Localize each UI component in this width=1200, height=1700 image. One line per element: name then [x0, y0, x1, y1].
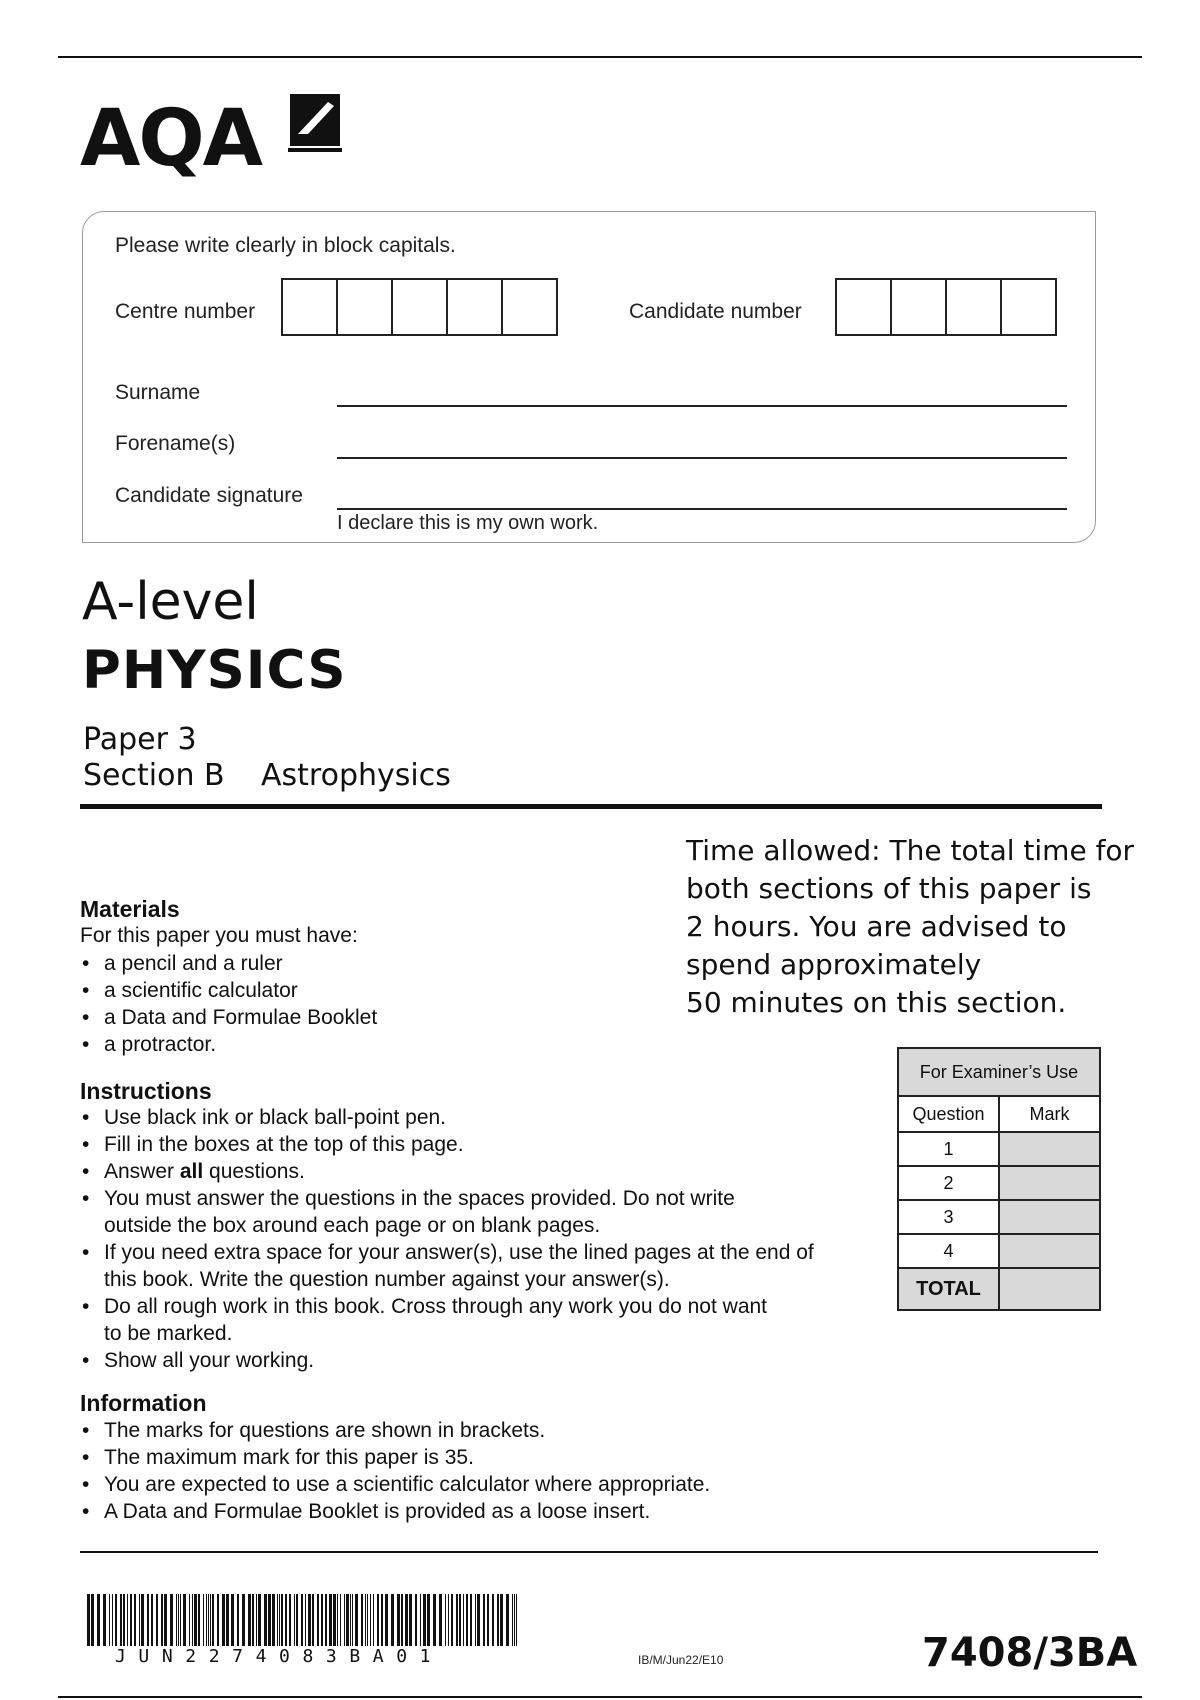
time-allowed: [686, 832, 1135, 1022]
barcode-bar: [141, 1594, 144, 1646]
question-number: 1: [898, 1132, 999, 1166]
mark-cell: [999, 1234, 1100, 1268]
barcode-bar: [176, 1594, 177, 1646]
barcode-bar: [355, 1594, 358, 1646]
topic-label: Astrophysics: [261, 758, 451, 793]
list-item: • The maximum mark for this paper is 35.: [80, 1444, 710, 1471]
barcode-bar: [139, 1594, 140, 1646]
barcode-bar: [91, 1594, 94, 1646]
barcode-bar: [409, 1594, 412, 1646]
surname-label: Surname: [115, 381, 201, 404]
barcode-bar: [268, 1594, 271, 1646]
barcode-bar: [279, 1594, 280, 1646]
barcode-bar: [463, 1594, 464, 1646]
candidate-digit-box[interactable]: [890, 278, 947, 336]
barcode-bar: [367, 1594, 368, 1646]
barcode-bar: [206, 1594, 207, 1646]
paper-code: 7408/3BA: [922, 1630, 1138, 1676]
logo-text: AQA: [80, 94, 262, 184]
barcode-bar: [183, 1594, 186, 1646]
barcode-bar: [500, 1594, 503, 1646]
barcode-bar: [377, 1594, 379, 1646]
instructions-list: [80, 1104, 814, 1374]
barcode-bar: [222, 1594, 225, 1646]
candidate-digit-box[interactable]: [945, 278, 1002, 336]
barcode-bar: [466, 1594, 468, 1646]
centre-digit-box[interactable]: [391, 278, 448, 336]
list-item: • Use black ink or black ball-point pen.: [80, 1104, 814, 1131]
total-mark-cell: [999, 1268, 1100, 1310]
candidate-number-label: Candidate number: [629, 300, 802, 323]
information-list: [80, 1417, 710, 1525]
time-line: spend approximately: [686, 948, 982, 981]
list-item: • You must answer the questions in the spaces provided. Do not write: [80, 1185, 814, 1212]
materials-list: [80, 950, 377, 1058]
title-rule: [80, 804, 1102, 809]
paper-number: Paper 3: [83, 722, 197, 757]
barcode-bar: [203, 1594, 204, 1646]
barcode-bar: [492, 1594, 494, 1646]
barcode-bar: [470, 1594, 472, 1646]
list-item: • a Data and Formulae Booklet: [80, 1004, 377, 1031]
barcode-bar: [112, 1594, 113, 1646]
barcode-bar: [180, 1594, 181, 1646]
candidate-details-box: [82, 211, 1096, 543]
barcode-bar: [305, 1594, 306, 1646]
list-item: • Show all your working.: [80, 1347, 814, 1374]
list-item: • Fill in the boxes at the top of this page.: [80, 1131, 814, 1158]
barcode-bar: [514, 1594, 515, 1646]
barcode-bar: [381, 1594, 383, 1646]
barcode-bar: [312, 1594, 314, 1646]
total-label: TOTAL: [898, 1268, 999, 1310]
time-line: 2 hours. You are advised to: [686, 910, 1067, 943]
barcode-bar: [217, 1594, 219, 1646]
mark-cell: [999, 1132, 1100, 1166]
barcode-bar: [242, 1594, 245, 1646]
barcode-bar: [420, 1594, 421, 1646]
bottom-rule: [58, 1696, 1142, 1698]
barcode-bar: [329, 1594, 332, 1646]
barcode-bar: [226, 1594, 229, 1646]
barcode-bar: [325, 1594, 327, 1646]
barcode-bar: [272, 1594, 275, 1646]
emphasis-text: all: [179, 1160, 204, 1183]
list-item: • If you need extra space for your answer(s), use the lined pages at the end of: [80, 1239, 814, 1266]
barcode-bar: [212, 1594, 214, 1646]
forenames-label: Forename(s): [115, 432, 236, 455]
barcode-bar: [285, 1594, 287, 1646]
barcode-bar: [352, 1594, 353, 1646]
barcode-bar: [391, 1594, 394, 1646]
barcode-bar: [170, 1594, 173, 1646]
barcode-bar: [294, 1594, 295, 1646]
barcode-text: JUN2274083BA01: [115, 1646, 444, 1667]
barcode-bar: [344, 1594, 345, 1646]
subject-title: PHYSICS: [82, 640, 347, 701]
signature-label: Candidate signature: [115, 484, 303, 507]
materials-heading: Materials: [80, 896, 180, 922]
barcode-bar: [512, 1594, 513, 1646]
barcode-bar: [433, 1594, 436, 1646]
barcode-bar: [127, 1594, 128, 1646]
forenames-field[interactable]: [337, 457, 1067, 459]
list-item-continuation: to be marked.: [104, 1322, 233, 1345]
question-column-header: Question: [898, 1096, 999, 1132]
list-item: [80, 1158, 814, 1185]
declaration-text: I declare this is my own work.: [337, 512, 599, 534]
barcode-bar: [475, 1594, 476, 1646]
time-line: 50 minutes on this section.: [686, 986, 1067, 1019]
barcode-bar: [397, 1594, 400, 1646]
answer-all-text: Answer all questions.: [104, 1160, 305, 1183]
barcode-bar: [252, 1594, 254, 1646]
barcode-bar: [317, 1594, 319, 1646]
list-item-continuation: outside the box around each page or on blank pages.: [104, 1214, 601, 1237]
centre-number-field[interactable]: [281, 278, 556, 336]
barcode-bar: [120, 1594, 122, 1646]
list-item: • A Data and Formulae Booklet is provided as a loose insert.: [80, 1498, 710, 1525]
candidate-digit-box[interactable]: [835, 278, 892, 336]
barcode-bar: [451, 1594, 453, 1646]
list-item-continuation: this book. Write the question number against your answer(s).: [104, 1268, 670, 1291]
barcode-bar: [346, 1594, 349, 1646]
barcode-bar: [439, 1594, 442, 1646]
list-item: • Do all rough work in this book. Cross through any work you do not want: [80, 1293, 814, 1320]
barcode-bar: [109, 1594, 110, 1646]
logo-mark-icon: [284, 92, 344, 154]
centre-digit-box[interactable]: [501, 278, 558, 336]
barcode-bar: [308, 1594, 311, 1646]
information-heading: Information: [80, 1390, 207, 1416]
barcode-bar: [337, 1594, 338, 1646]
question-number: 4: [898, 1234, 999, 1268]
signature-field[interactable]: [337, 508, 1067, 510]
section-label: Section B: [83, 758, 225, 793]
barcode-bar: [277, 1594, 278, 1646]
barcode-bar: [194, 1594, 197, 1646]
barcode-bar: [281, 1594, 283, 1646]
examiner-use-table: [897, 1047, 1101, 1311]
barcode-bar: [231, 1594, 234, 1646]
barcode-bar: [361, 1594, 363, 1646]
barcode-bar: [97, 1594, 100, 1646]
materials-intro: For this paper you must have:: [80, 924, 358, 947]
top-rule: [58, 56, 1142, 58]
barcode-bar: [373, 1594, 374, 1646]
barcode-bar: [258, 1594, 261, 1646]
footer-rule: [80, 1551, 1098, 1553]
barcode-bar: [365, 1594, 366, 1646]
barcode-bar: [198, 1594, 200, 1646]
qualification-level: A-level: [82, 572, 259, 632]
barcode-bar: [161, 1594, 163, 1646]
barcode-bar: [151, 1594, 153, 1646]
barcode-bar: [164, 1594, 167, 1646]
barcode-bar: [178, 1594, 179, 1646]
barcode-bar: [340, 1594, 341, 1646]
instructions-heading: Instructions: [80, 1078, 212, 1104]
barcode-bar: [301, 1594, 303, 1646]
barcode-bar: [427, 1594, 430, 1646]
mark-cell: [999, 1166, 1100, 1200]
barcode-bar: [237, 1594, 239, 1646]
centre-digit-box[interactable]: [446, 278, 503, 336]
barcode-bar: [516, 1594, 517, 1646]
barcode-bar: [123, 1594, 125, 1646]
barcode-bar: [210, 1594, 211, 1646]
barcode-bar: [401, 1594, 403, 1646]
barcode-bar: [477, 1594, 480, 1646]
candidate-digit-box[interactable]: [1000, 278, 1057, 336]
barcode-bar: [459, 1594, 461, 1646]
barcode-bar: [87, 1594, 90, 1646]
barcode-bar: [289, 1594, 291, 1646]
barcode-bar: [192, 1594, 193, 1646]
barcode-bar: [483, 1594, 485, 1646]
barcode-bar: [415, 1594, 417, 1646]
barcode-bar: [264, 1594, 267, 1646]
barcode: [87, 1594, 523, 1646]
barcode-bar: [333, 1594, 336, 1646]
block-capitals-instruction: Please write clearly in block capitals.: [115, 234, 456, 257]
barcode-bar: [456, 1594, 458, 1646]
barcode-bar: [497, 1594, 499, 1646]
list-item: • a protractor.: [80, 1031, 377, 1058]
barcode-bar: [134, 1594, 136, 1646]
barcode-bar: [256, 1594, 257, 1646]
question-number: 3: [898, 1200, 999, 1234]
time-line: both sections of this paper is: [686, 872, 1092, 905]
barcode-bar: [506, 1594, 509, 1646]
barcode-bar: [370, 1594, 371, 1646]
barcode-bar: [423, 1594, 426, 1646]
barcode-bar: [156, 1594, 158, 1646]
list-item: • The marks for questions are shown in brackets.: [80, 1417, 710, 1444]
barcode-bar: [189, 1594, 190, 1646]
question-number: 2: [898, 1166, 999, 1200]
barcode-bar: [115, 1594, 117, 1646]
centre-number-label: Centre number: [115, 300, 256, 323]
barcode-bar: [296, 1594, 298, 1646]
centre-digit-box[interactable]: [336, 278, 393, 336]
candidate-number-field[interactable]: [835, 278, 1055, 336]
barcode-bar: [350, 1594, 351, 1646]
barcode-bar: [321, 1594, 323, 1646]
aqa-logo: [80, 92, 350, 187]
barcode-bar: [248, 1594, 251, 1646]
reference-code: IB/M/Jun22/E10: [638, 1653, 724, 1667]
mark-cell: [999, 1200, 1100, 1234]
examiner-use-heading: For Examiner’s Use: [898, 1048, 1100, 1096]
barcode-bar: [445, 1594, 446, 1646]
surname-field[interactable]: [337, 405, 1067, 407]
barcode-bar: [130, 1594, 132, 1646]
time-line: Time allowed: The total time for: [686, 834, 1135, 867]
barcode-bar: [103, 1594, 106, 1646]
list-item: • You are expected to use a scientific calculator where appropriate.: [80, 1471, 710, 1498]
barcode-bar: [487, 1594, 489, 1646]
barcode-bar: [147, 1594, 149, 1646]
barcode-bar: [405, 1594, 408, 1646]
mark-column-header: Mark: [999, 1096, 1100, 1132]
barcode-bar: [448, 1594, 449, 1646]
centre-digit-box[interactable]: [281, 278, 338, 336]
barcode-bar: [385, 1594, 388, 1646]
list-item: • a scientific calculator: [80, 977, 377, 1004]
barcode-bar: [208, 1594, 209, 1646]
list-item: • a pencil and a ruler: [80, 950, 377, 977]
